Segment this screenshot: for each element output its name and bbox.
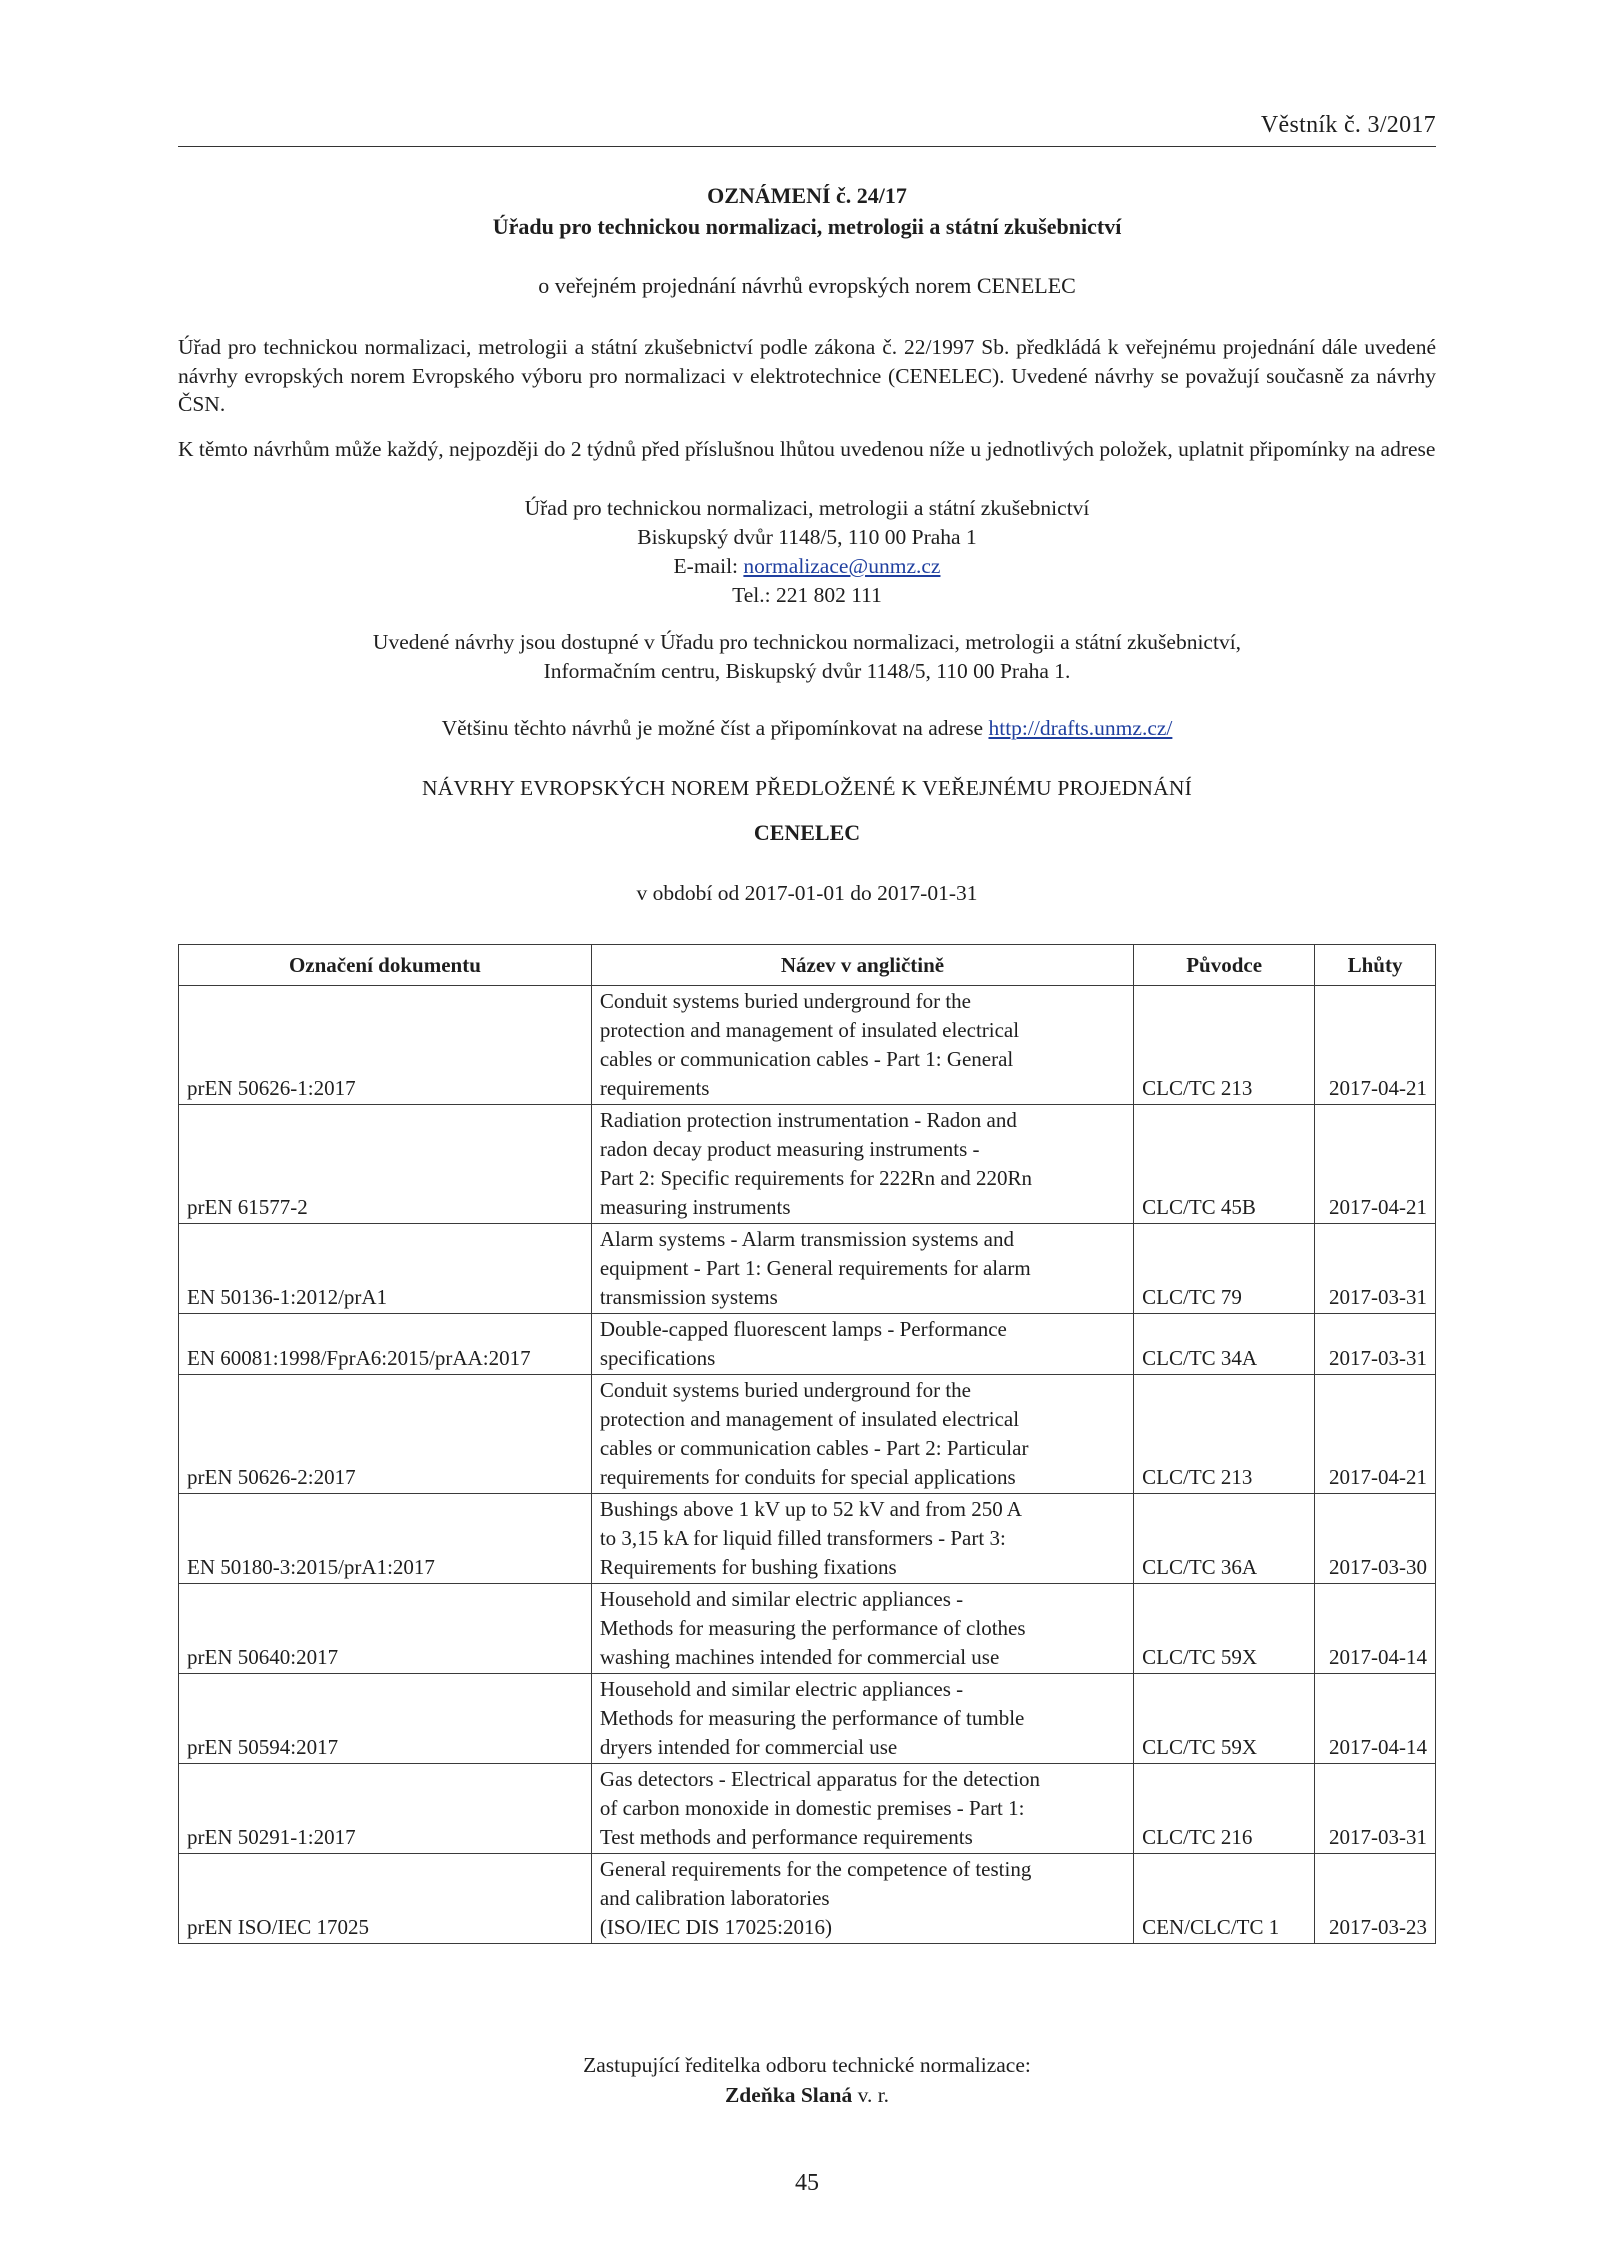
announcement-subtitle: Úřadu pro technickou normalizaci, metrologii a státní zkušebnictví [492,214,1122,239]
document-id: prEN 61577-2 [179,1105,592,1224]
table-row [179,1105,1436,1224]
table-header-row [179,945,1436,986]
header-document: Označení dokumentu [179,945,592,986]
document-title [591,1494,1133,1584]
document-id: prEN 50640:2017 [179,1584,592,1674]
title-line: specifications [599,1346,716,1370]
title-line: equipment - Part 1: General requirements for alarm [599,1256,1031,1280]
title-line: Household and similar electric appliances - [599,1677,964,1701]
table-body [179,986,1436,1944]
title-line: Part 2: Specific requirements for 222Rn and 220Rn [599,1166,1033,1190]
title-line: Requirements for bushing fixations [599,1555,897,1579]
document-deadline: 2017-03-31 [1315,1764,1436,1854]
title-line: washing machines intended for commercial use [599,1645,1000,1669]
document-deadline: 2017-04-14 [1315,1584,1436,1674]
title-line: protection and management of insulated electrical [599,1407,1020,1431]
page-number: 45 [795,2170,819,2196]
table-row [179,1224,1436,1314]
document-origin: CLC/TC 79 [1134,1224,1315,1314]
document-title [591,1105,1133,1224]
document-deadline: 2017-03-23 [1315,1854,1436,1944]
document-deadline: 2017-04-21 [1315,1105,1436,1224]
document-title [591,986,1133,1105]
title-line: Methods for measuring the performance of clothes [599,1616,1026,1640]
title-line: dryers intended for commercial use [599,1735,898,1759]
document-origin: CLC/TC 36A [1134,1494,1315,1584]
address-block [178,494,1436,610]
title-line: transmission systems [599,1285,778,1309]
title-line: Alarm systems - Alarm transmission systems and [599,1227,1014,1251]
document-origin: CLC/TC 45B [1134,1105,1315,1224]
document-id: prEN 50291-1:2017 [179,1764,592,1854]
table-row [179,1764,1436,1854]
page-header [178,112,1436,147]
availability-line-2: Informačním centru, Biskupský dvůr 1148/5, 110 00 Praha 1. [543,659,1071,683]
document-id: prEN 50626-2:2017 [179,1375,592,1494]
comments-paragraph: K těmto návrhům může každý, nejpozději do 2 týdnů před příslušnou lhůtou uvedenou níže u jednotlivých položek, uplatnit připomínky na adrese [178,437,1436,461]
document-deadline: 2017-04-21 [1315,1375,1436,1494]
section-period: v období od 2017-01-01 do 2017-01-31 [636,881,978,905]
header-deadline: Lhůty [1315,945,1436,986]
title-line: Methods for measuring the performance of tumble [599,1706,1025,1730]
signature-role: Zastupující ředitelka odboru technické normalizace: [583,2053,1031,2077]
document-deadline: 2017-04-21 [1315,986,1436,1105]
document-deadline: 2017-04-14 [1315,1674,1436,1764]
title-line: Household and similar electric appliances - [599,1587,964,1611]
title-line: of carbon monoxide in domestic premises - Part 1: [599,1796,1025,1820]
header-origin: Původce [1134,945,1315,986]
office-phone: Tel.: 221 802 111 [732,583,882,607]
table-row [179,986,1436,1105]
announcement-about: o veřejném projednání návrhů evropských norem CENELEC [538,273,1076,298]
section-org: CENELEC [753,820,861,845]
document-title [591,1375,1133,1494]
title-line: requirements [599,1076,710,1100]
signature-line [178,2080,1436,2110]
signature-block [178,2050,1436,2110]
availability-block [178,628,1436,686]
title-line: Gas detectors - Electrical apparatus for the detection [599,1767,1041,1791]
title-line: cables or communication cables - Part 2: Particular [599,1436,1029,1460]
table-row [179,1375,1436,1494]
document-id: prEN ISO/IEC 17025 [179,1854,592,1944]
section-heading: NÁVRHY EVROPSKÝCH NOREM PŘEDLOŽENÉ K VEŘEJNÉMU PROJEDNÁNÍ [422,776,1192,800]
table-row [179,1314,1436,1375]
document-id: EN 50136-1:2012/prA1 [179,1224,592,1314]
document-origin: CLC/TC 213 [1134,1375,1315,1494]
document-id: EN 60081:1998/FprA6:2015/prAA:2017 [179,1314,592,1375]
title-line: radon decay product measuring instruments - [599,1137,980,1161]
document-id: prEN 50594:2017 [179,1674,592,1764]
office-email-line [178,552,1436,581]
announcement-title: OZNÁMENÍ č. 24/17 [707,183,907,208]
drafts-line [178,716,1436,741]
document-origin: CLC/TC 213 [1134,986,1315,1105]
email-label: E-mail: [673,554,744,578]
title-line: requirements for conduits for special applications [599,1465,1016,1489]
title-line: to 3,15 kA for liquid filled transformers - Part 3: [599,1526,1006,1550]
document-deadline: 2017-03-31 [1315,1314,1436,1375]
document-deadline: 2017-03-31 [1315,1224,1436,1314]
table-row [179,1584,1436,1674]
title-line: cables or communication cables - Part 1: General [599,1047,1014,1071]
drafts-table [178,944,1436,1944]
title-line: and calibration laboratories [599,1886,830,1910]
document-title [591,1854,1133,1944]
header-name: Název v angličtině [591,945,1133,986]
document-title [591,1314,1133,1375]
signature-suffix: v. r. [852,2083,890,2107]
document-origin: CLC/TC 216 [1134,1764,1315,1854]
document-title [591,1584,1133,1674]
title-line: measuring instruments [599,1195,791,1219]
document-id: prEN 50626-1:2017 [179,986,592,1105]
document-origin: CEN/CLC/TC 1 [1134,1854,1315,1944]
document-id: EN 50180-3:2015/prA1:2017 [179,1494,592,1584]
title-line: Double-capped fluorescent lamps - Performance [599,1317,1007,1341]
document-deadline: 2017-03-30 [1315,1494,1436,1584]
document-title [591,1674,1133,1764]
document-title [591,1764,1133,1854]
drafts-text: Většinu těchto návrhů je možné číst a připomínkovat na adrese [441,716,989,740]
title-line: Conduit systems buried underground for the [599,1378,971,1402]
title-line: Bushings above 1 kV up to 52 kV and from 250 A [599,1497,1022,1521]
title-line: Conduit systems buried underground for the [599,989,971,1013]
document-page [178,0,1436,2263]
signature-name: Zdeňka Slaná [724,2083,853,2107]
document-origin: CLC/TC 59X [1134,1674,1315,1764]
title-line: General requirements for the competence of testing [599,1857,1032,1881]
table-row [179,1674,1436,1764]
office-street: Biskupský dvůr 1148/5, 110 00 Praha 1 [637,525,977,549]
title-line: (ISO/IEC DIS 17025:2016) [599,1915,833,1939]
intro-paragraph: Úřad pro technickou normalizaci, metrologii a státní zkušebnictví podle zákona č. 22/1997 Sb. předkládá k veřejnému projednání dále uvedené návrhy evropských norem Evropského výboru pro normalizaci v elektrotechnice (CENELEC). Uvedené návrhy se považují současně za návrhy ČSN. [178,335,1436,416]
table-row [179,1494,1436,1584]
office-name: Úřad pro technickou normalizaci, metrologii a státní zkušebnictví [524,496,1090,520]
availability-line-1: Uvedené návrhy jsou dostupné v Úřadu pro technickou normalizaci, metrologii a státní zkušebnictví, [372,630,1242,654]
title-line: protection and management of insulated electrical [599,1018,1020,1042]
bulletin-number: Věstník č. 3/2017 [1260,112,1436,138]
document-origin: CLC/TC 59X [1134,1584,1315,1674]
title-line: Radiation protection instrumentation - Radon and [599,1108,1017,1132]
email-link[interactable]: normalizace@unmz.cz [743,554,941,578]
document-origin: CLC/TC 34A [1134,1314,1315,1375]
document-title [591,1224,1133,1314]
drafts-link[interactable]: http://drafts.unmz.cz/ [988,716,1173,740]
table-row [179,1854,1436,1944]
title-line: Test methods and performance requirements [599,1825,973,1849]
